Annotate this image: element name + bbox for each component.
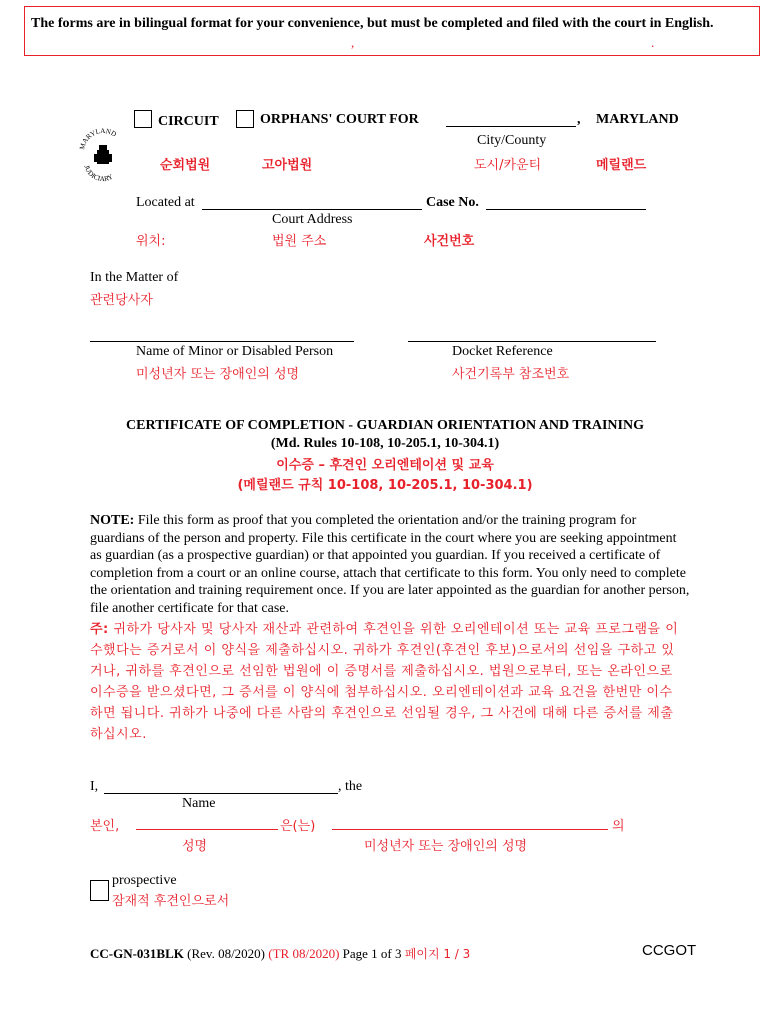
circuit-court-label: CIRCUIT bbox=[158, 114, 219, 129]
orphans-court-label: ORPHANS' COURT FOR bbox=[260, 112, 419, 127]
form-revision: (Rev. 08/2020) bbox=[183, 946, 269, 961]
prospective-checkbox[interactable] bbox=[90, 880, 109, 901]
declaration-the-label: , the bbox=[338, 779, 363, 794]
declaration-ui-ko: 의 bbox=[612, 819, 625, 834]
banner-mark-comma: , bbox=[351, 35, 355, 50]
court-address-label: Court Address bbox=[272, 212, 353, 227]
page-number-ko: 페이지 1 / 3 bbox=[404, 947, 471, 961]
form-footer bbox=[90, 945, 470, 962]
city-county-label: City/County bbox=[477, 133, 547, 148]
svg-text:JUDICIARY bbox=[82, 164, 114, 183]
circuit-court-checkbox[interactable] bbox=[134, 110, 152, 128]
minor-name-field[interactable] bbox=[90, 341, 354, 342]
form-title: CERTIFICATE OF COMPLETION - GUARDIAN ORIENTATION AND TRAINING bbox=[126, 418, 644, 433]
svg-text:MARYLAND bbox=[78, 128, 118, 151]
maryland-judiciary-seal bbox=[78, 128, 128, 188]
bilingual-notice-text: The forms are in bilingual format for your convenience, but must be completed and filed with the court in English. bbox=[31, 16, 714, 31]
declaration-i-label-ko: 본인, bbox=[90, 819, 120, 834]
banner-mark-period: . bbox=[651, 35, 655, 50]
seal-top-text: MARYLAND bbox=[78, 128, 118, 151]
docket-reference-label: Docket Reference bbox=[452, 344, 553, 359]
prospective-label: prospective bbox=[112, 873, 177, 888]
orphans-court-checkbox[interactable] bbox=[236, 110, 254, 128]
form-title-ko: 이수증 – 후견인 오리엔테이션 및 교육 bbox=[276, 458, 494, 473]
declarant-name-label: Name bbox=[182, 796, 216, 811]
declarant-name-field-ko[interactable] bbox=[136, 829, 278, 830]
note-label-ko: 주: bbox=[90, 622, 109, 637]
court-address-field[interactable] bbox=[202, 209, 422, 210]
form-id: CC-GN-031BLK bbox=[90, 946, 184, 961]
case-number-field[interactable] bbox=[486, 209, 646, 210]
city-county-label-ko: 도시/카운티 bbox=[474, 158, 542, 173]
declarant-name-field[interactable] bbox=[104, 793, 338, 794]
seal-bottom-text: JUDICIARY bbox=[82, 164, 115, 184]
note-text-ko: 귀하가 당사자 및 당사자 재산과 관련하여 후견인을 위한 오리엔테이션 또는 교육 프로그램을 이수했다는 증거로서 이 양식을 제출하십시오. 귀하가 후견인(후견인 후보)으로서의 선임을 구하고 있거나, 귀하를 후견인으로 선임한 법원에 이 증명서를 제출하십시오. 법원으로부터, 또는 온라인으로 이수증을 받으셨다면, 그 증서를 이 양식에 첨부하십시오. 오리엔테이션과 교육 요건을 한번만 이수하면 됩니다. 귀하가 나중에 다른 사람의 후견인으로 선임될 경우, 그 사건에 대해 다른 증서를 제출하십시오. bbox=[90, 622, 679, 742]
located-at-label: Located at bbox=[136, 195, 195, 210]
orphans-court-label-ko: 고아법원 bbox=[262, 158, 313, 173]
located-at-label-ko: 위치: bbox=[136, 234, 166, 249]
state-label-ko: 메릴랜드 bbox=[596, 158, 647, 173]
form-rules-ko: (메릴랜드 규칙 10-108, 10-205.1, 10-304.1) bbox=[237, 478, 533, 493]
docket-reference-field[interactable] bbox=[408, 341, 656, 342]
in-the-matter-label: In the Matter of bbox=[90, 270, 179, 285]
translation-revision: (TR 08/2020) bbox=[268, 946, 340, 961]
docket-reference-label-ko: 사건기록부 참조번호 bbox=[452, 367, 570, 382]
circuit-court-label-ko: 순회법원 bbox=[160, 158, 211, 173]
note-paragraph bbox=[90, 512, 690, 617]
note-text: File this form as proof that you completed the orientation and/or the training program for guardians of the person and property. File this certificate in the court where you are seeking appointment as guardian (as a prospective guardian) or that appointed you guardian. If you received a certificate of completion from a court or an online course, attach that certificate to this form. You only need to complete the orientation and training requirement once. If you are later appointed as the guardian for another person, file another certificate for that case. bbox=[90, 513, 690, 616]
bilingual-notice-translation-line bbox=[25, 35, 759, 51]
declaration-eun-ko: 은(는) bbox=[280, 819, 316, 834]
city-county-field[interactable] bbox=[446, 126, 576, 127]
seal-icon bbox=[78, 128, 128, 188]
note-label: NOTE: bbox=[90, 513, 135, 528]
declaration-i-label: I, bbox=[90, 779, 99, 794]
bilingual-notice-banner bbox=[24, 6, 760, 56]
declarant-name-label-ko: 성명 bbox=[182, 839, 208, 854]
minor-name-field-ko[interactable] bbox=[332, 829, 608, 830]
case-no-label: Case No. bbox=[426, 195, 479, 210]
form-code: CCGOT bbox=[642, 942, 697, 959]
minor-name-label: Name of Minor or Disabled Person bbox=[136, 344, 334, 359]
note-paragraph-ko bbox=[90, 619, 680, 745]
minor-name-label-ko: 미성년자 또는 장애인의 성명 bbox=[136, 367, 300, 382]
court-address-label-ko: 법원 주소 bbox=[272, 234, 327, 249]
court-comma: , bbox=[577, 112, 581, 127]
prospective-label-ko: 잠재적 후견인으로서 bbox=[112, 894, 230, 909]
state-label: MARYLAND bbox=[596, 112, 679, 127]
in-the-matter-label-ko: 관련당사자 bbox=[90, 293, 153, 308]
page-number: Page 1 of 3 bbox=[339, 946, 405, 961]
form-rules: (Md. Rules 10-108, 10-205.1, 10-304.1) bbox=[270, 436, 500, 451]
case-no-label-ko: 사건번호 bbox=[424, 234, 475, 249]
minor-name-label-ko-2: 미성년자 또는 장애인의 성명 bbox=[364, 839, 528, 854]
